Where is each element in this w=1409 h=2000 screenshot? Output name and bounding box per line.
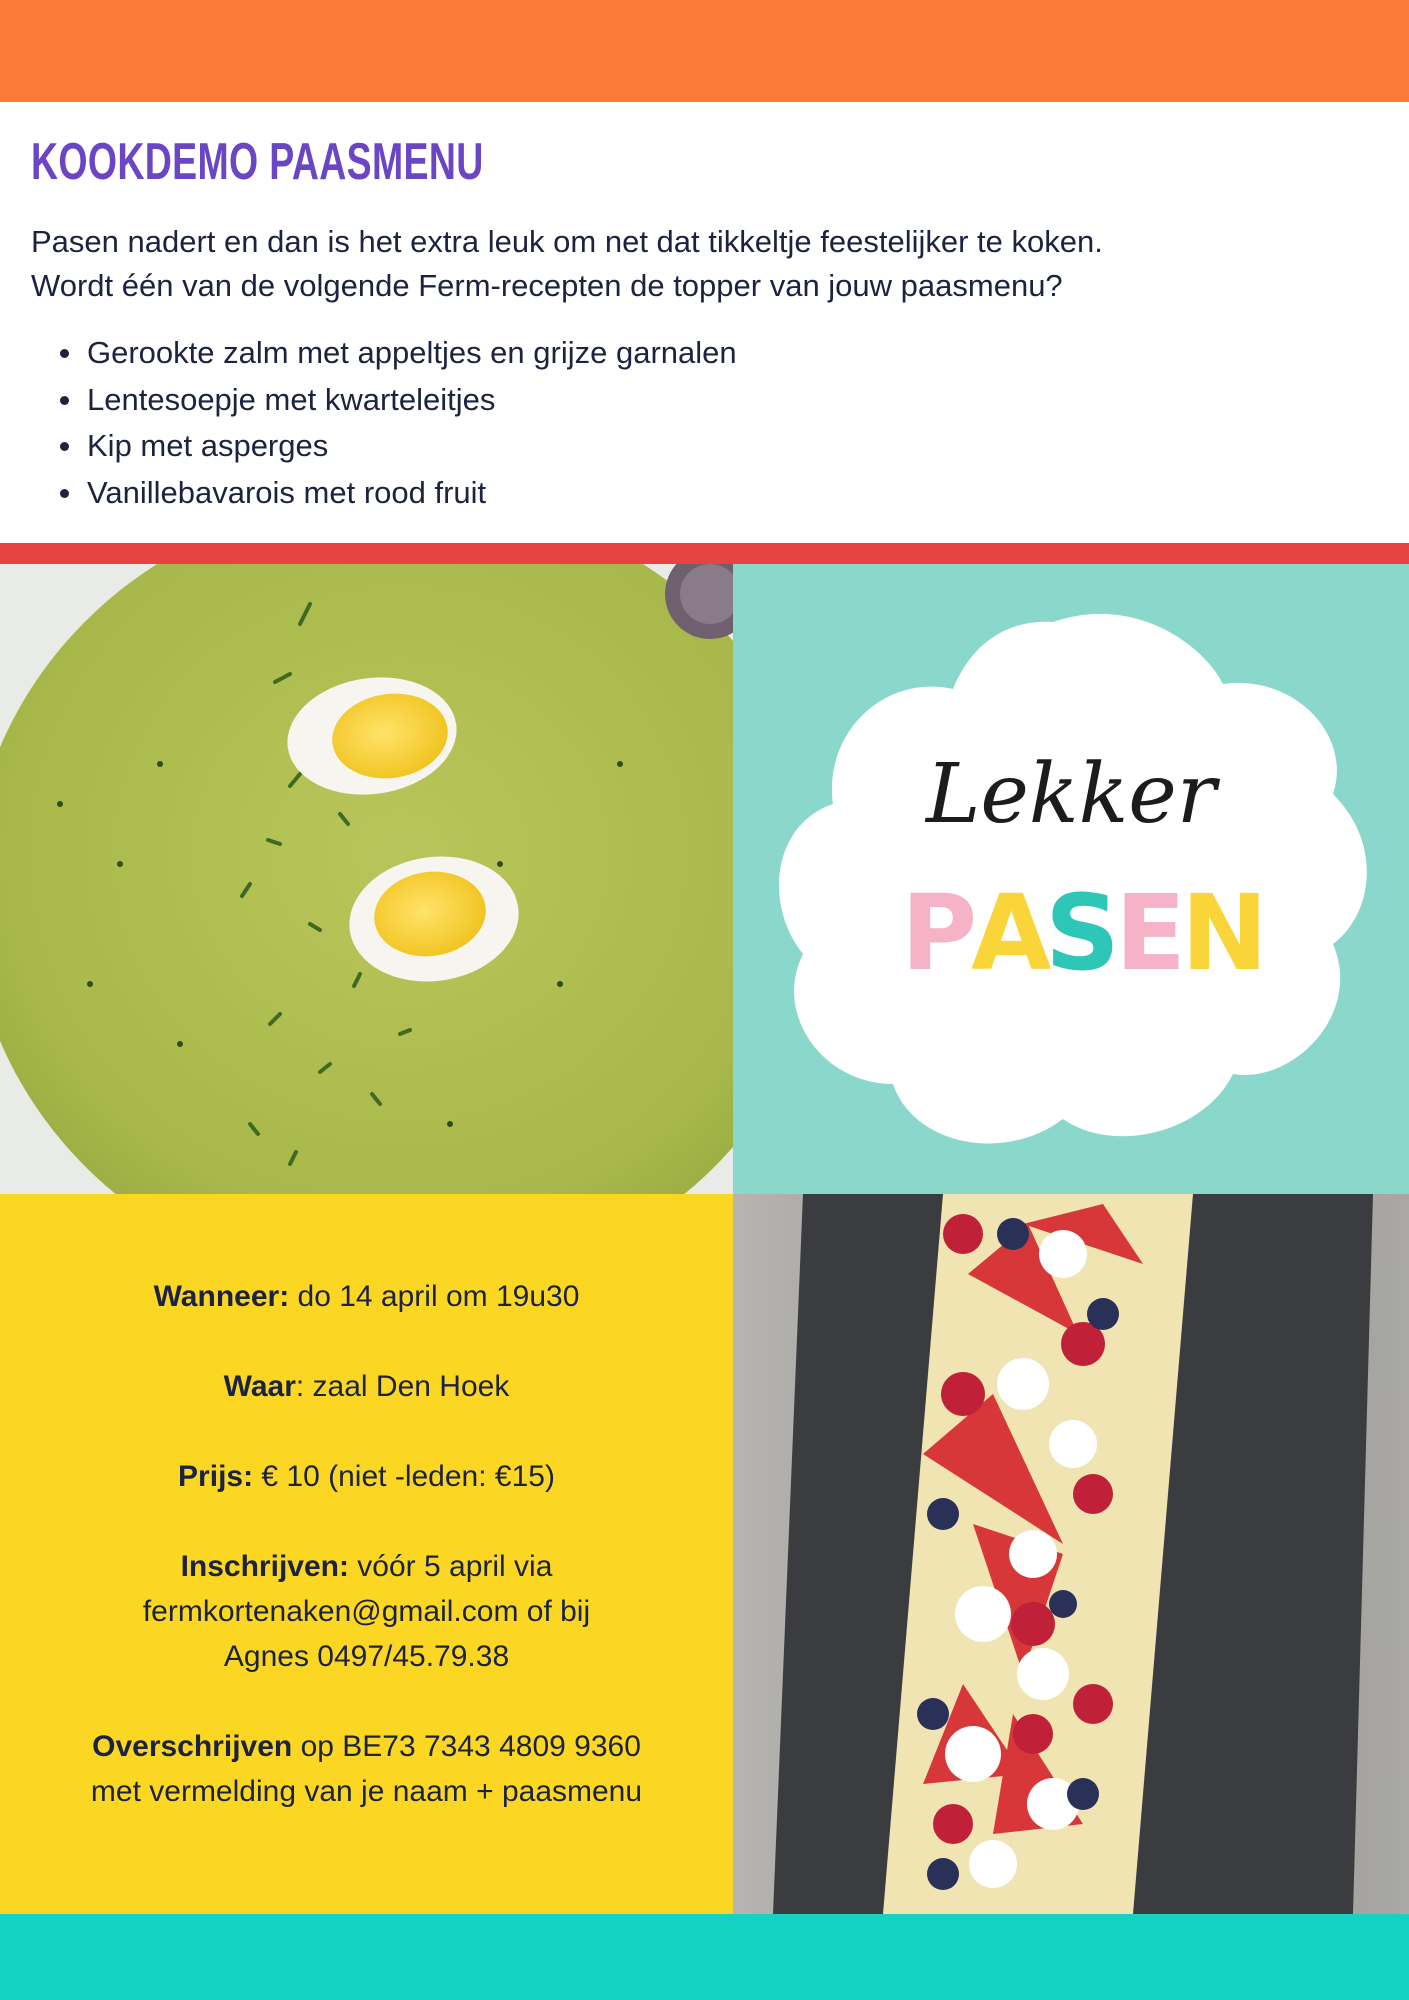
intro-section [0, 102, 1409, 543]
bullet-icon [60, 489, 69, 498]
bullet-icon [60, 442, 69, 451]
bottom-color-bar [0, 1914, 1409, 2000]
when-label: Wanneer: [153, 1280, 290, 1313]
info-signup [0, 1544, 733, 1589]
transfer-label: Overschrijven [92, 1730, 293, 1763]
info-price [0, 1454, 733, 1499]
signup-phone-line: Agnes 0497/45.79.38 [223, 1640, 510, 1673]
intro-text [31, 220, 1103, 308]
dessert-photo [733, 1194, 1409, 1914]
when-value: do 14 april om 19u30 [289, 1280, 580, 1313]
lekker-pasen-logo [733, 564, 1409, 1194]
logo-lekker-text: Lekker [925, 747, 1217, 842]
transfer-note-line: met vermelding van je naam + paasmenu [90, 1775, 643, 1808]
logo-letter-s: S [1045, 872, 1120, 994]
recipe-name: Gerookte zalm met appeltjes en grijze garnalen [87, 335, 737, 370]
event-info [0, 1194, 733, 1914]
transfer-value: op BE73 7343 4809 9360 [292, 1730, 641, 1763]
recipe-name: Lentesoepje met kwarteleitjes [87, 381, 496, 417]
logo-letter-a: A [971, 872, 1052, 994]
recipe-list [60, 330, 737, 516]
where-label: Waar [223, 1370, 296, 1403]
logo-letter-p: P [901, 872, 978, 994]
logo-letter-e: E [1115, 872, 1187, 994]
info-transfer [0, 1724, 733, 1769]
signup-email-line: fermkortenaken@gmail.com of bij [142, 1595, 591, 1628]
where-value: : zaal Den Hoek [295, 1370, 510, 1403]
price-label: Prijs: [178, 1460, 254, 1493]
signup-value: vóór 5 april via [348, 1550, 553, 1583]
list-item [60, 330, 737, 377]
logo-letter-n: N [1181, 872, 1269, 994]
list-item [60, 423, 737, 470]
bullet-icon [60, 396, 69, 405]
bullet-icon [60, 349, 69, 358]
recipe-name: Vanillebavarois met rood fruit [87, 474, 487, 510]
price-value: € 10 (niet -leden: €15) [253, 1460, 555, 1493]
list-item [60, 377, 737, 424]
recipe-name: Kip met asperges [87, 428, 329, 463]
soup-photo [0, 564, 733, 1194]
intro-line-2: Wordt één van de volgende Ferm-recepten de topper van jouw paasmenu? [31, 268, 1063, 303]
signup-label: Inschrijven: [180, 1550, 349, 1583]
page-title: KOOKDEMO PAASMENU [31, 133, 484, 191]
list-item [60, 470, 737, 517]
divider-bar [0, 543, 1409, 564]
info-when [0, 1274, 733, 1319]
info-where [0, 1364, 733, 1409]
intro-line-1: Pasen nadert en dan is het extra leuk om net dat tikkeltje feestelijker te koken. [31, 224, 1103, 259]
top-color-bar [0, 0, 1409, 102]
